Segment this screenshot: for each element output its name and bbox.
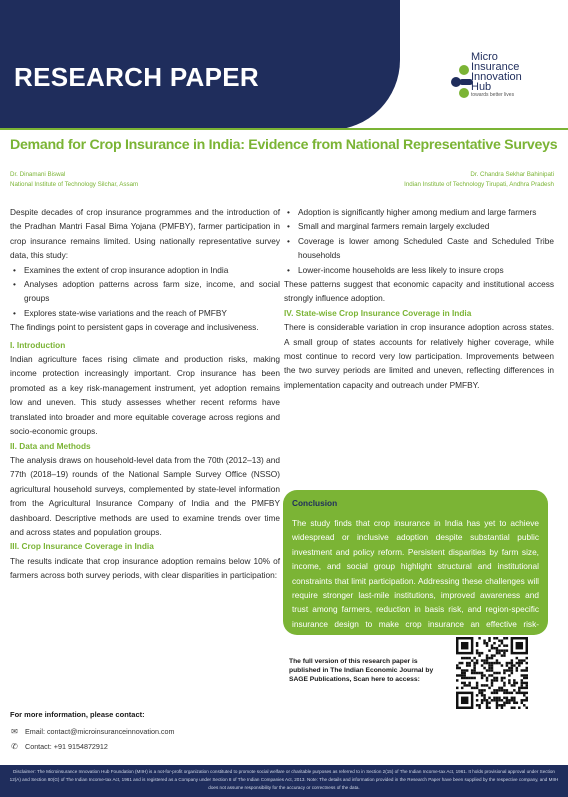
list-item: • Lower-income households are less likely to insure crops: [284, 263, 554, 277]
contact-email[interactable]: [10, 727, 175, 736]
author-name: Dr. Chandra Sekhar Bahinipati: [470, 171, 554, 178]
author-right: [404, 170, 554, 190]
full-version-note: The full version of this research paper is published in The Indian Economic Journal by SAGE Publications, Scan here to access:: [289, 658, 434, 683]
conclusion-text: The study finds that crop insurance in India has yet to achieve widespread or inclusive adoption despite substantial public investment and policy reform. Persistent disparities by farm size, income, and social group highlight structural and institutional constraints that limit participation. Addressing these challenges will require stronger last-mile institutions, improved awareness and trust among farmers, reduction in basis risk, and region-specific insurance design to make crop insurance an effective risk-management tool.: [292, 518, 539, 644]
section-text: Indian agriculture faces rising climate and production risks, making income protection increasingly important. Crop insurance has been promoted as a key risk-management instrument, yet adoption remains low and uneven. This study assesses whether recent reforms have translated into broader and more equitable coverage across regions and socio-economic groups.: [10, 354, 280, 437]
contact-phone-text: Contact: +91 9154872912: [25, 742, 108, 751]
list-item: • Adoption is significantly higher among medium and large farmers: [284, 205, 554, 219]
conclusion-box: [283, 490, 548, 644]
logo-wordmark: [471, 52, 522, 99]
logo-line-4: Hub: [471, 81, 492, 93]
section-heading: I. Introduction: [10, 339, 66, 350]
section-heading: III. Crop Insurance Coverage in India: [10, 541, 154, 552]
list-item: • Coverage is lower among Scheduled Caste and Scheduled Tribe households: [284, 234, 554, 263]
footer-disclaimer: Disclaimer: The Microinsurance Innovation Hub Foundation (MIIH) is a not-for-profit organization constituted to promote social welfare or charitable purposes as referred to in Section 2(15) of The Indian Income-tax Act, 1961. It holds provisional approval under Section 12(A) and Section 80(G) of The Indian Income-tax Act, 1961 and is registered as a Company under Section 8 of The Indian Companies Act, 2013. Note: The details and information provided in the Research Paper have been supplied by the respective company, and MIIH does not assume responsibility for the accuracy or correctness of the data.: [0, 765, 568, 797]
phone-icon: ✆: [11, 742, 18, 751]
list-item: • Small and marginal farmers remain largely excluded: [284, 219, 554, 233]
author-affiliation: Indian Institute of Technology Tirupati, Andhra Pradesh: [404, 181, 554, 188]
section-text: There is considerable variation in crop insurance adoption across states. A small group of states accounts for relatively higher coverage, while most continue to record very low participation. Improvements between the two survey periods are limited and uneven, reflecting differences in implementation capacity and outreach under PMFBY.: [284, 322, 554, 390]
section-heading: II. Data and Methods: [10, 440, 91, 451]
logo-line-2: Insurance: [471, 61, 520, 73]
section-text: The results indicate that crop insurance adoption remains below 10% of farmers across both survey periods, with clear disparities in participation:: [10, 555, 280, 581]
contact-heading: For more information, please contact:: [10, 710, 145, 719]
logo-line-1: Micro: [471, 51, 498, 63]
logo-tagline: towards better lives: [471, 92, 515, 98]
section-text: The analysis draws on household-level data from the 70th (2012–13) and 77th (2018–19) rounds of the National Sample Survey Office (NSSO) agricultural household surveys, complemented by state-level information from the Agricultural Insurance Company of India and the PMFBY dashboard. Descriptive methods are used to examine trends over time and across states and population groups.: [10, 454, 280, 537]
page-title: RESEARCH PAPER: [14, 62, 259, 92]
right-column: [284, 205, 554, 392]
list-item: • Explores state-wise variations and the reach of PMFBY: [10, 306, 280, 320]
contact-email-text: Email: contact@microinsuranceinnovation.com: [25, 727, 175, 736]
intro-bullets: [10, 263, 280, 321]
list-item: • Examines the extent of crop insurance adoption in India: [10, 263, 280, 277]
intro-conclusion: The findings point to persistent gaps in coverage and inclusiveness.: [10, 322, 259, 333]
author-left: [10, 170, 138, 190]
logo-line-3: Innovation: [471, 71, 522, 83]
left-column: [10, 205, 280, 583]
envelope-icon: ✉: [11, 727, 18, 736]
findings-bullets: [284, 205, 554, 277]
paper-title: Demand for Crop Insurance in India: Evidence from National Representative Surveys: [10, 137, 558, 153]
author-affiliation: National Institute of Technology Silchar, Assam: [10, 181, 139, 188]
author-name: Dr. Dinamani Biswal: [10, 171, 66, 178]
qr-code-icon[interactable]: [456, 637, 528, 709]
contact-phone[interactable]: [10, 742, 108, 751]
logo: [445, 52, 553, 108]
divider: [0, 128, 568, 130]
intro-paragraph: Despite decades of crop insurance programmes and the introduction of the Pradhan Mantri Fasal Bima Yojana (PMFBY), farmer participation in crop insurance remains limited. Using nationally representative survey data, this study:: [10, 207, 280, 261]
section-text: These patterns suggest that economic capacity and institutional access strongly influence adoption.: [284, 279, 554, 304]
section-heading: IV. State-wise Crop Insurance Coverage in India: [284, 307, 472, 318]
conclusion-heading: Conclusion: [292, 498, 338, 508]
list-item: • Analyses adoption patterns across farm size, income, and social groups: [10, 277, 280, 306]
